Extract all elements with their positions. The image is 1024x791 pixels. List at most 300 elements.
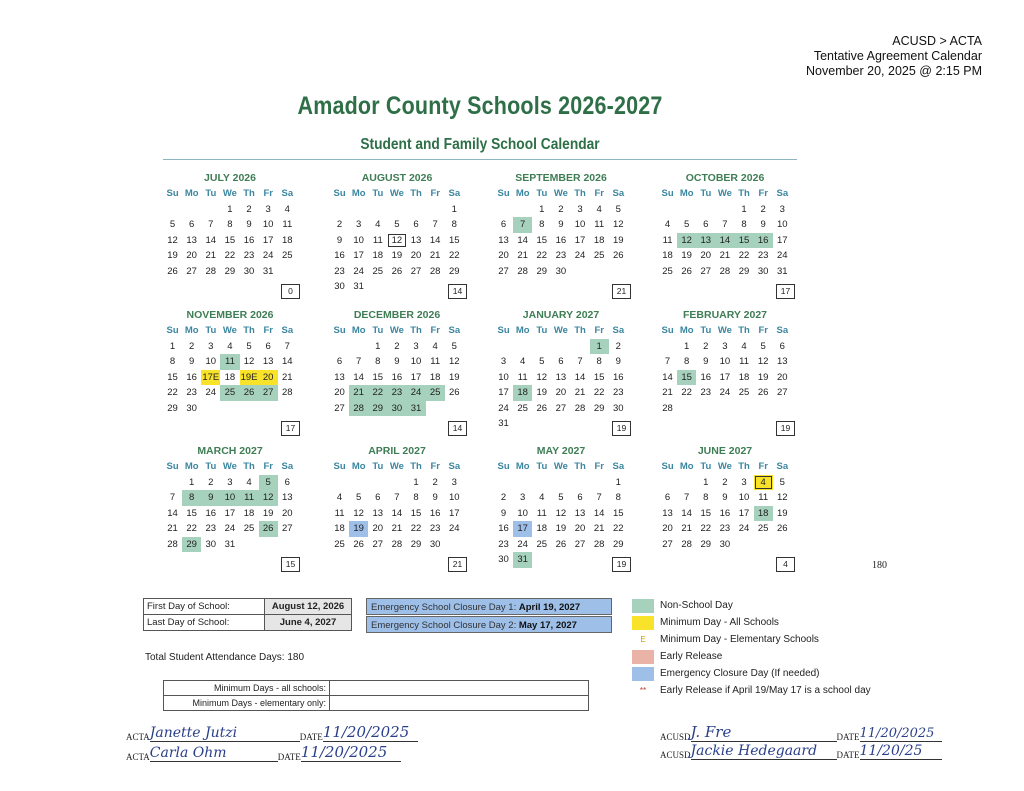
day-cell: 4: [375, 219, 381, 230]
day-cell: 31: [262, 265, 274, 277]
day-cell: 18: [593, 234, 605, 246]
empty-cell: [677, 202, 696, 218]
empty-cell: [368, 475, 387, 491]
day-cell: 18: [513, 385, 532, 401]
day-cell: 17: [262, 234, 274, 246]
day-cell: 20: [777, 371, 788, 383]
month-grid: [494, 323, 628, 432]
weekday-header: Tu: [205, 188, 217, 199]
legend-item: [632, 665, 871, 682]
day-cell: 23: [243, 250, 255, 261]
day-cell: 29: [536, 265, 548, 277]
day-cell: 14: [593, 507, 605, 519]
day-cell: 23: [205, 523, 217, 534]
day-cell: 18: [754, 506, 773, 522]
day-cell: 18: [738, 371, 750, 383]
day-cell: 25: [738, 387, 750, 398]
day-cell: 29: [224, 265, 236, 277]
empty-cell: [551, 339, 570, 355]
day-cell: 9: [558, 219, 564, 230]
day-cell: 24: [738, 523, 750, 534]
weekday-header: Mo: [351, 188, 366, 199]
month-day-count: 17: [776, 284, 795, 299]
day-cell: 7: [596, 492, 602, 503]
day-cell: 1: [684, 340, 690, 352]
day-cell: 5: [558, 492, 564, 503]
acta-signature-1: [126, 723, 418, 742]
day-cell: 12: [449, 356, 460, 367]
day-cell: 17: [449, 507, 460, 519]
day-cell: 25: [593, 250, 605, 261]
weekday-header: Sa: [612, 188, 625, 199]
legend-label: Non-School Day: [660, 600, 733, 611]
page-number: 180: [872, 560, 887, 571]
weekday-header: Mo: [679, 325, 694, 336]
day-cell: 2: [703, 340, 709, 352]
day-cell: 15: [186, 507, 197, 519]
day-cell: 15: [167, 371, 178, 383]
day-cell: 1: [227, 203, 233, 215]
day-cell: 24: [205, 387, 217, 398]
day-cell: 26: [259, 521, 278, 537]
day-cell: 19E: [240, 370, 259, 386]
header-line-1: ACUSD > ACTA: [892, 34, 982, 48]
day-cell: 19: [536, 387, 548, 398]
weekday-header: Th: [410, 188, 422, 199]
day-cell: 26: [240, 385, 259, 401]
day-cell: 11: [662, 234, 673, 246]
day-cell: 24: [449, 523, 460, 534]
legend-item: [632, 682, 871, 699]
day-cell: 9: [722, 492, 728, 503]
month-day-count: 19: [776, 421, 795, 436]
date-label: DATE: [299, 732, 323, 742]
day-cell: 11: [758, 492, 769, 503]
day-cell: 23: [700, 387, 712, 398]
day-cell: 26: [555, 538, 567, 550]
acta-signature-2-date: 11/20/2025: [300, 743, 388, 761]
day-cell: 3: [356, 219, 362, 230]
day-cell: 1: [413, 476, 419, 488]
weekday-header: We: [222, 461, 237, 472]
acusd-signature-1-name: J. Fre: [690, 723, 732, 741]
day-cell: 8: [227, 219, 233, 230]
month-december-2026: [330, 307, 464, 416]
day-cell: 4: [741, 340, 747, 352]
day-cell: 1: [375, 340, 381, 352]
day-cell: 13: [777, 356, 788, 367]
day-cell: 19: [349, 521, 368, 537]
day-cell: 21: [349, 385, 368, 401]
weekday-header: Su: [497, 188, 510, 199]
month-may-2027: [494, 443, 628, 568]
day-cell: 22: [224, 250, 236, 261]
day-cell: 4: [432, 340, 438, 352]
day-cell: 10: [777, 219, 788, 230]
month-name: APRIL 2027: [368, 445, 426, 457]
weekday-header: Fr: [594, 325, 604, 336]
weekday-header: Fr: [594, 188, 604, 199]
legend-label: Minimum Day - All Schools: [660, 617, 779, 628]
day-cell: 15: [372, 371, 384, 383]
day-cell: 17: [224, 507, 236, 519]
day-cell: 21: [282, 371, 293, 383]
day-cell: 2: [336, 219, 343, 230]
day-cell: 22: [536, 250, 548, 261]
day-cell: 25: [220, 385, 239, 401]
weekday-header: Fr: [263, 188, 273, 199]
day-cell: 14: [353, 371, 364, 383]
day-cell: 11: [282, 219, 293, 230]
day-cell: 14: [167, 507, 178, 519]
day-cell: 28: [167, 538, 178, 550]
day-cell: 9: [432, 492, 438, 503]
day-cell: 29: [593, 402, 605, 414]
day-cell: 10: [410, 356, 422, 367]
empty-cell: [368, 202, 387, 218]
day-cell: 16: [719, 507, 731, 519]
day-cell: 23: [429, 523, 441, 534]
weekday-header: Tu: [372, 188, 384, 199]
day-cell: 6: [265, 340, 271, 352]
month-grid: [330, 323, 464, 416]
day-cell: 27: [700, 265, 712, 277]
day-cell: 12: [757, 356, 769, 367]
day-cell: 19: [262, 507, 274, 519]
day-cell: 17: [353, 250, 364, 261]
day-cell: 18: [372, 250, 384, 261]
day-cell: 2: [500, 492, 507, 503]
acta-label: ACTA: [126, 732, 150, 742]
day-cell: 25: [536, 538, 548, 550]
day-cell: 2: [208, 476, 214, 488]
day-cell: 9: [500, 507, 507, 519]
day-cell: 21: [391, 523, 403, 534]
day-cell: 19: [681, 250, 692, 261]
day-cell: 21: [574, 387, 586, 398]
day-cell: 18: [224, 371, 236, 383]
month-day-count: 0: [281, 284, 300, 299]
month-name: MARCH 2027: [197, 445, 263, 457]
month-grid: [163, 186, 297, 279]
day-cell: 30: [186, 402, 197, 414]
day-cell: 26: [613, 250, 624, 261]
day-cell: 26: [391, 265, 403, 277]
day-cell: 29: [449, 265, 460, 277]
empty-cell: [513, 475, 532, 491]
min-days-all-label: Minimum Days - all schools:: [164, 681, 330, 696]
day-cell: 6: [500, 219, 507, 230]
month-grid: [494, 459, 628, 568]
day-cell: 5: [779, 476, 785, 488]
empty-cell: [513, 339, 532, 355]
day-cell: 19: [613, 234, 624, 246]
day-cell: 31: [353, 281, 364, 292]
month-day-count: 17: [281, 421, 300, 436]
day-cell: 13: [555, 371, 567, 383]
day-cell: 20: [186, 250, 197, 261]
weekday-header: Mo: [351, 325, 366, 336]
day-cell: 11: [739, 356, 749, 367]
empty-cell: [715, 202, 734, 218]
day-cell: 14: [662, 371, 673, 383]
empty-cell: [494, 202, 513, 218]
legend-label: Emergency Closure Day (If needed): [660, 668, 820, 679]
day-cell: 21: [662, 387, 673, 398]
empty-cell: [201, 202, 220, 218]
day-cell: 3: [227, 476, 233, 488]
day-cell: 17: [738, 507, 750, 519]
day-cell: 7: [577, 356, 583, 367]
month-grid: [494, 186, 628, 279]
day-cell: 27: [498, 265, 509, 277]
empty-cell: [658, 202, 677, 218]
day-cell: 21: [517, 250, 528, 261]
weekday-header: Th: [574, 461, 586, 472]
day-cell: 7: [208, 219, 214, 230]
day-cell: 13: [574, 507, 586, 519]
day-cell: 13: [410, 234, 422, 246]
day-cell: 13: [498, 234, 509, 246]
month-grid: [163, 459, 297, 552]
weekday-header: Sa: [448, 461, 461, 472]
weekday-header: Su: [166, 325, 179, 336]
weekday-header: Sa: [776, 188, 789, 199]
weekday-header: Fr: [430, 461, 440, 472]
weekday-header: Mo: [184, 325, 199, 336]
day-cell: 27: [282, 523, 293, 534]
legend-swatch: [632, 616, 654, 630]
acusd-signature-1: [660, 723, 942, 742]
day-cell: 29: [167, 402, 178, 414]
day-cell: 10: [517, 507, 528, 519]
day-cell: 4: [664, 219, 671, 230]
empty-cell: [677, 475, 696, 491]
empty-cell: [349, 202, 368, 218]
day-cell: 23: [555, 250, 567, 261]
day-cell: 22: [368, 385, 387, 401]
day-cell: 8: [684, 356, 690, 367]
acta-signature-2-name: Carla Ohm: [149, 745, 227, 761]
month-name: MAY 2027: [536, 445, 586, 457]
empty-cell: [349, 339, 368, 355]
empty-cell: [387, 202, 406, 218]
day-cell: 29: [700, 538, 712, 550]
day-cell: 27: [334, 402, 345, 414]
day-cell: 15: [677, 370, 696, 386]
weekday-header: Su: [661, 325, 674, 336]
day-cell: 30: [334, 281, 345, 292]
day-cell: 6: [779, 340, 785, 352]
min-days-all-value: [330, 681, 589, 696]
day-cell: 3: [265, 203, 271, 215]
emergency-day-2: [366, 616, 612, 633]
date-label: DATE: [277, 752, 301, 762]
day-cell: 24: [719, 387, 731, 398]
day-cell: 16: [429, 507, 441, 519]
day-cell: 10: [738, 492, 750, 503]
day-cell: 8: [182, 490, 201, 506]
month-september-2026: [494, 170, 628, 279]
day-cell: 17: [410, 371, 422, 383]
day-cell: 30: [429, 538, 441, 550]
weekday-header: Su: [661, 188, 674, 199]
month-name: FEBRUARY 2027: [682, 309, 768, 321]
weekday-header: Mo: [679, 461, 694, 472]
weekday-header: Tu: [536, 188, 548, 199]
day-cell: 28: [349, 401, 368, 417]
day-cell: 25: [372, 265, 384, 277]
legend-swatch: [632, 599, 654, 613]
day-cell: 22: [449, 250, 460, 261]
acta-signature-1-date: 11/20/2025: [322, 723, 410, 741]
month-day-count: 4: [776, 557, 795, 572]
empty-cell: [590, 475, 609, 491]
day-cell: 20: [574, 523, 586, 534]
weekday-header: Mo: [184, 188, 199, 199]
day-cell: 10: [262, 219, 274, 230]
month-june-2027: [658, 443, 792, 552]
day-cell: 2: [760, 203, 766, 215]
day-cell: 8: [375, 356, 381, 367]
weekday-header: We: [553, 325, 568, 336]
weekday-header: Th: [738, 325, 750, 336]
day-cell: 26: [777, 523, 788, 534]
empty-cell: [330, 202, 349, 218]
day-cell: 21: [593, 523, 605, 534]
weekday-header: We: [222, 188, 237, 199]
empty-cell: [571, 475, 590, 491]
month-day-count: 14: [448, 284, 467, 299]
day-cell: 30: [757, 265, 769, 277]
month-name: AUGUST 2026: [361, 172, 433, 184]
empty-cell: [494, 339, 513, 355]
weekday-header: We: [389, 461, 404, 472]
day-cell: 28: [574, 402, 586, 414]
month-grid: [330, 186, 464, 295]
day-cell: 26: [353, 538, 364, 550]
day-cell: 25: [517, 402, 528, 414]
day-cell: 10: [719, 356, 731, 367]
day-cell: 2: [432, 476, 438, 488]
day-cell: 28: [282, 387, 293, 398]
day-cell: 9: [615, 356, 621, 367]
day-cell: 5: [539, 356, 545, 367]
month-grid: [658, 459, 792, 552]
day-cell: 13: [372, 507, 384, 519]
day-cell: 8: [615, 492, 621, 503]
day-cell: 10: [449, 492, 460, 503]
day-cell: 22: [167, 387, 178, 398]
day-cell: 16: [334, 250, 345, 261]
day-cell: 5: [451, 340, 457, 352]
day-cell: 1: [451, 203, 457, 215]
weekday-header: We: [222, 325, 237, 336]
empty-cell: [532, 339, 551, 355]
day-cell: 17: [513, 521, 532, 537]
weekday-header: Th: [243, 325, 255, 336]
day-cell: 20: [334, 387, 345, 398]
weekday-header: Sa: [448, 325, 461, 336]
day-cell: 23: [719, 523, 731, 534]
day-cell: 30: [719, 538, 731, 550]
weekday-header: Mo: [679, 188, 694, 199]
day-cell: 8: [451, 219, 457, 230]
day-cell: 24: [777, 250, 788, 261]
day-cell: 1: [615, 476, 621, 488]
day-cell: 29: [182, 537, 201, 553]
weekday-header: Th: [243, 188, 255, 199]
empty-cell: [513, 202, 532, 218]
day-cell: 18: [334, 523, 345, 534]
acusd-signature-2-name: Jackie Hedegaard: [690, 743, 818, 759]
day-cell: 2: [722, 476, 728, 488]
weekday-header: Su: [333, 188, 346, 199]
day-cell: 10: [205, 356, 217, 367]
day-cell: 12: [677, 233, 696, 249]
day-cell: 12: [536, 371, 548, 383]
month-day-count: 14: [448, 421, 467, 436]
date-label: DATE: [836, 732, 860, 742]
day-cell: 5: [259, 475, 278, 491]
day-cell: 5: [684, 219, 690, 230]
day-cell: 24: [407, 385, 426, 401]
weekday-header: Su: [333, 461, 346, 472]
month-november-2026: [163, 307, 297, 416]
weekday-header: Sa: [448, 188, 461, 199]
day-cell: 26: [536, 402, 548, 414]
day-cell: 21: [681, 523, 692, 534]
day-cell: 4: [539, 492, 545, 503]
empty-cell: [696, 202, 715, 218]
day-cell: 18: [662, 250, 673, 261]
day-cell: 7: [432, 219, 438, 230]
month-name: NOVEMBER 2026: [186, 309, 274, 321]
day-cell: 21: [167, 523, 178, 534]
day-cell: 20: [498, 250, 509, 261]
day-cell: 9: [703, 356, 709, 367]
day-cell: 8: [539, 219, 545, 230]
header-line-2: Tentative Agreement Calendar: [813, 49, 982, 63]
page-subtitle: Student and Family School Calendar: [360, 136, 600, 153]
day-cell: 29: [738, 265, 750, 277]
day-cell: 6: [577, 492, 583, 503]
total-attendance-days: Total Student Attendance Days: 180: [145, 652, 304, 663]
weekday-header: Th: [738, 461, 750, 472]
day-cell: 9: [201, 490, 220, 506]
day-cell: 16: [498, 523, 509, 534]
legend-swatch: **: [632, 684, 654, 698]
day-cell: 28: [681, 538, 692, 550]
day-cell: 7: [722, 219, 728, 230]
first-last-day-table: [143, 598, 352, 631]
weekday-header: Tu: [700, 325, 712, 336]
day-cell: 30: [387, 401, 406, 417]
weekday-header: Fr: [758, 325, 768, 336]
weekday-header: Th: [574, 325, 586, 336]
day-cell: 25: [282, 250, 293, 261]
day-cell: 8: [596, 356, 602, 367]
month-name: JANUARY 2027: [522, 309, 600, 321]
day-cell: 17E: [201, 370, 220, 386]
day-cell: 7: [684, 492, 690, 503]
day-cell: 15: [700, 507, 712, 519]
day-cell: 4: [246, 476, 252, 488]
day-cell: 12: [243, 356, 255, 367]
legend-item: [632, 614, 871, 631]
day-cell: 25: [426, 385, 445, 401]
day-cell: 4: [336, 492, 343, 503]
